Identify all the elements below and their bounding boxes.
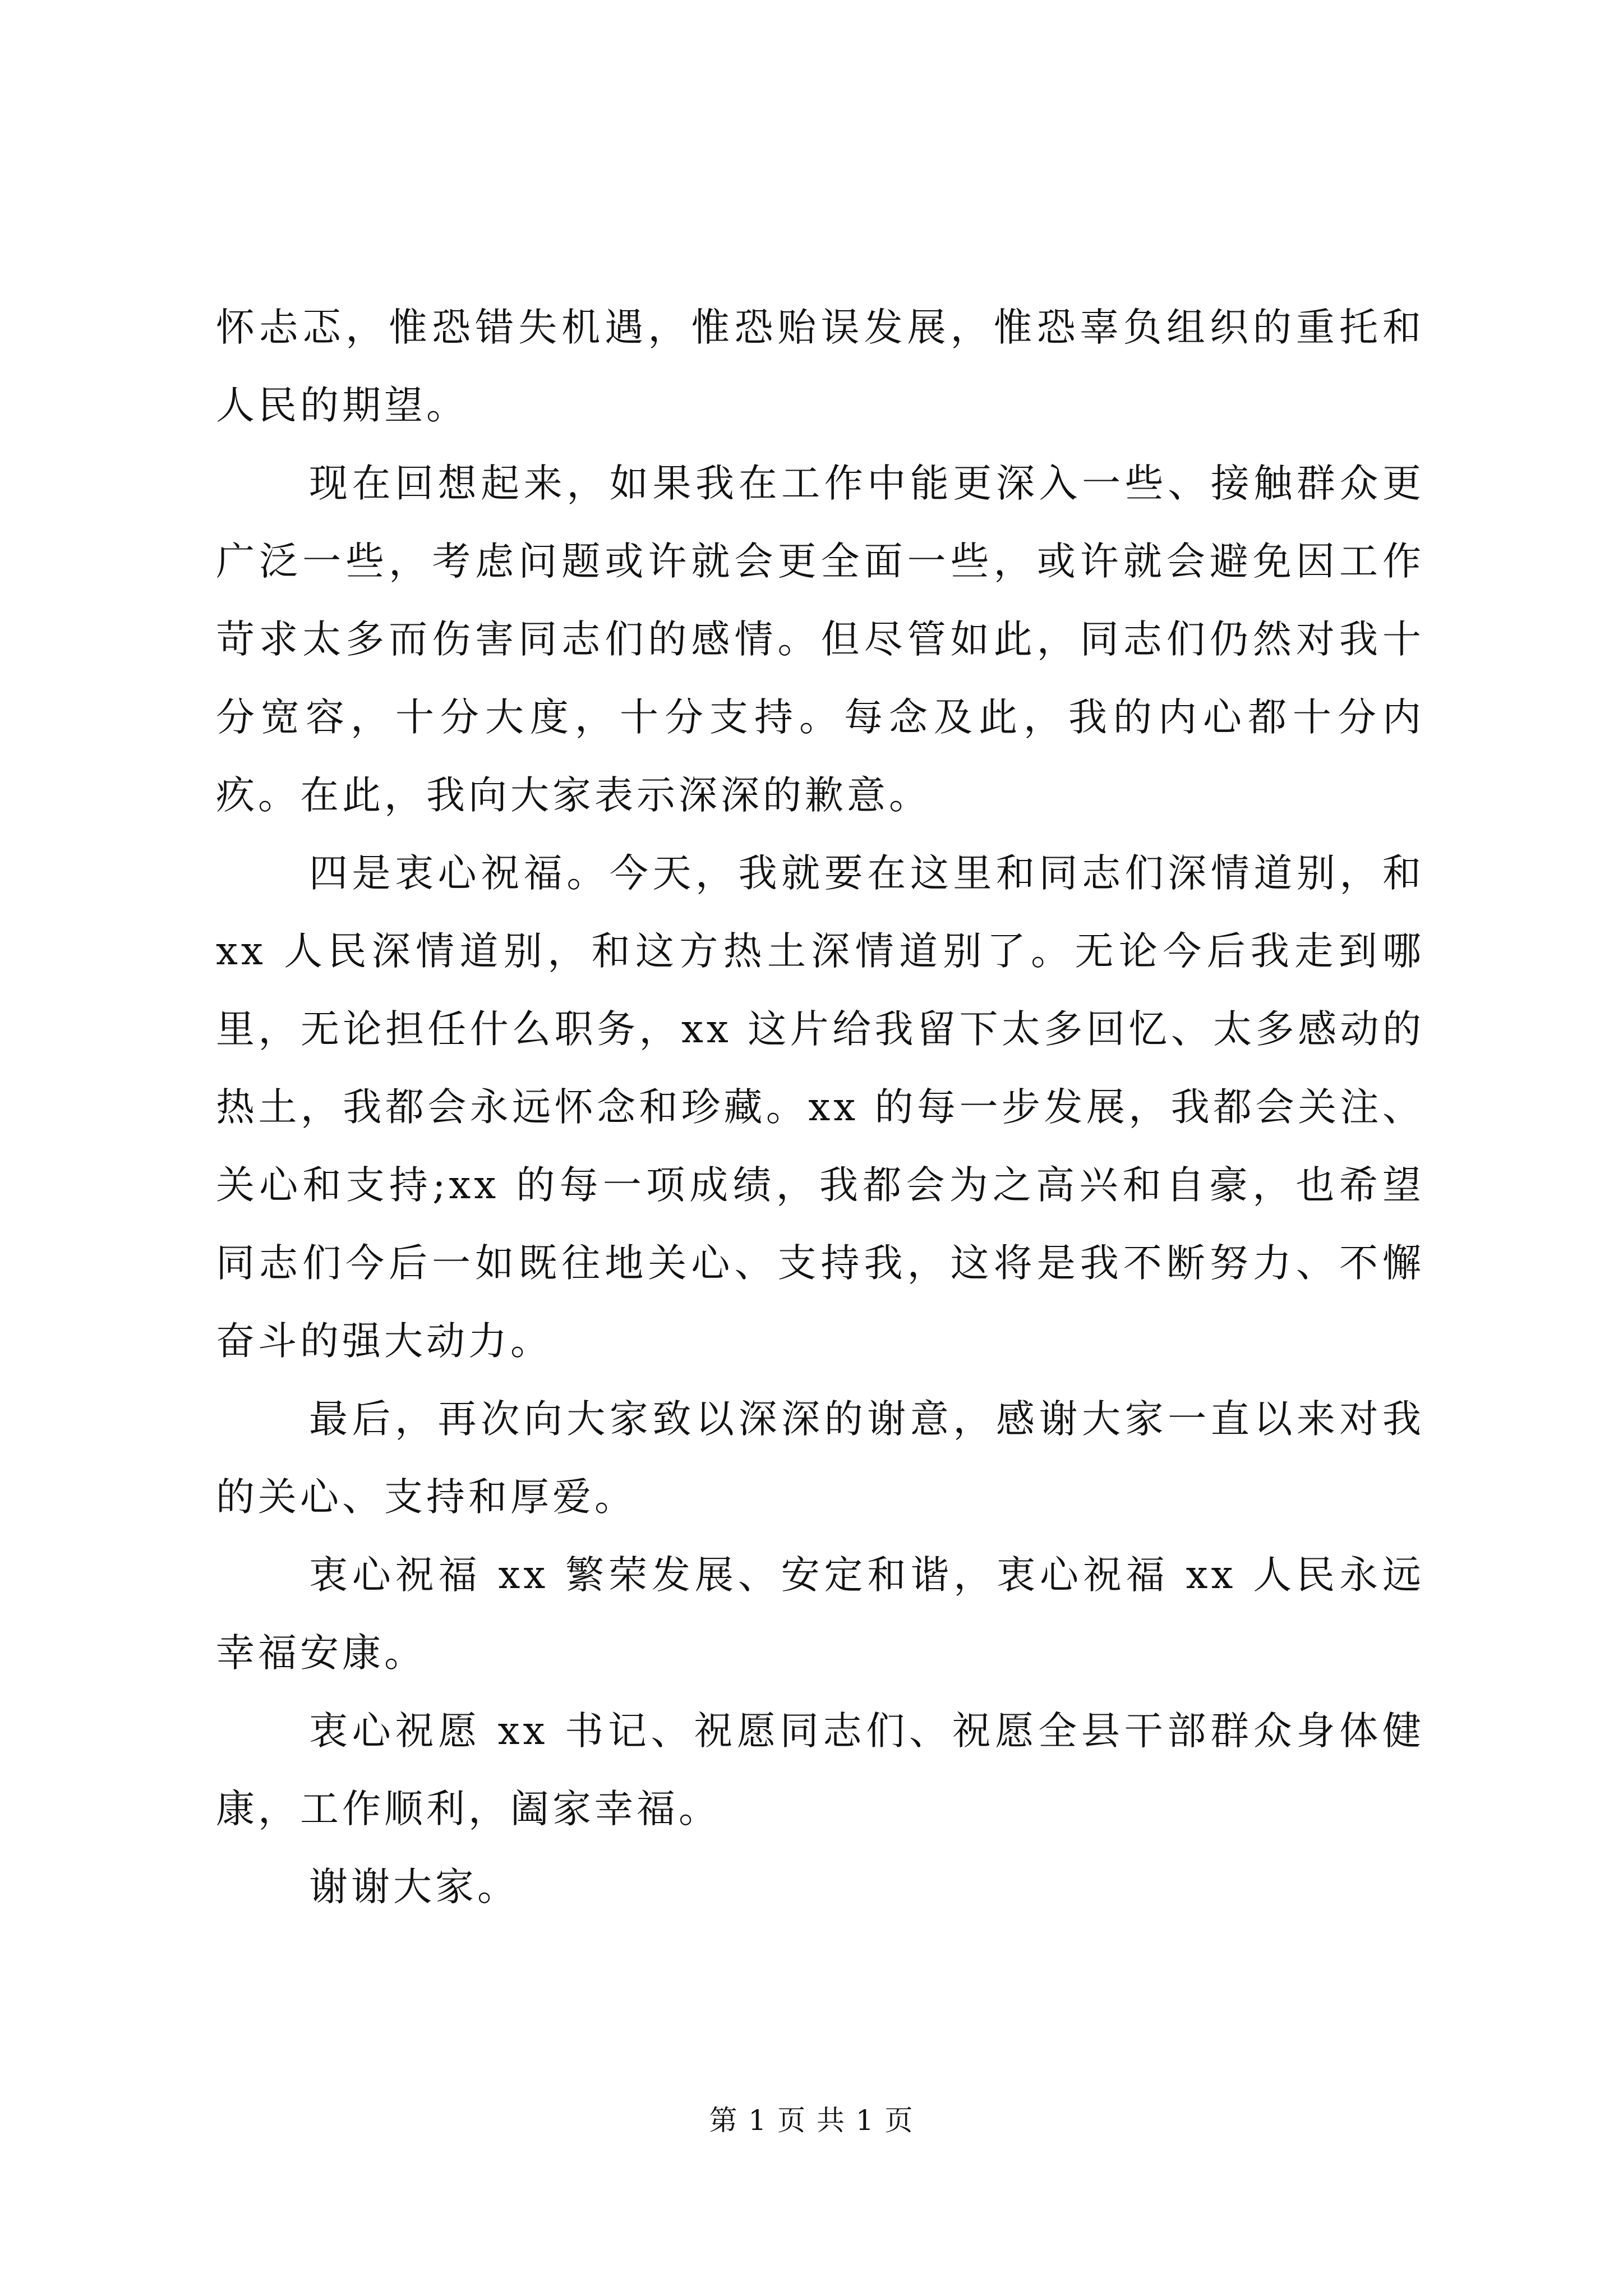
paragraph-wish-health: 衷心祝愿 xx 书记、祝愿同志们、祝愿全县干部群众身体健康，工作顺利，阖家幸福。 (216, 1709, 1424, 1832)
paragraph-continuation: 怀忐忑，惟恐错失机遇，惟恐贻误发展，惟恐辜负组织的重托和人民的期望。 (216, 305, 1424, 428)
document-body (216, 289, 1424, 1926)
paragraph-closing: 谢谢大家。 (309, 1865, 519, 1910)
paragraph-reflection: 现在回想起来，如果我在工作中能更深入一些、接触群众更广泛一些，考虑问题或许就会更全面一些，或许就会避免因工作苛求太多而伤害同志们的感情。但尽管如此，同志们仍然对我十分宽容，十分大度，十分支持。每念及此，我的内心都十分内疚。在此，我向大家表示深深的歉意。 (216, 461, 1424, 818)
paragraph-thanks: 最后，再次向大家致以深深的谢意，感谢大家一直以来对我的关心、支持和厚爱。 (216, 1397, 1424, 1520)
paragraph-wish-prosperity: 衷心祝福 xx 繁荣发展、安定和谐，衷心祝福 xx 人民永远幸福安康。 (216, 1553, 1424, 1676)
paragraph-blessing: 四是衷心祝福。今天，我就要在这里和同志们深情道别，和 xx 人民深情道别，和这方热土深情道别了。无论今后我走到哪里，无论担任什么职务，xx 这片给我留下太多回忆、太多感动的热土，我都会永远怀念和珍藏。xx 的每一步发展，我都会关注、关心和支持;xx 的每一项成绩，我都会为之高兴和自豪，也希望同志们今后一如既往地关心、支持我，这将是我不断努力、不懈奋斗的强大动力。 (216, 851, 1424, 1364)
page-number-footer: 第 1 页 共 1 页 (709, 2104, 914, 2137)
